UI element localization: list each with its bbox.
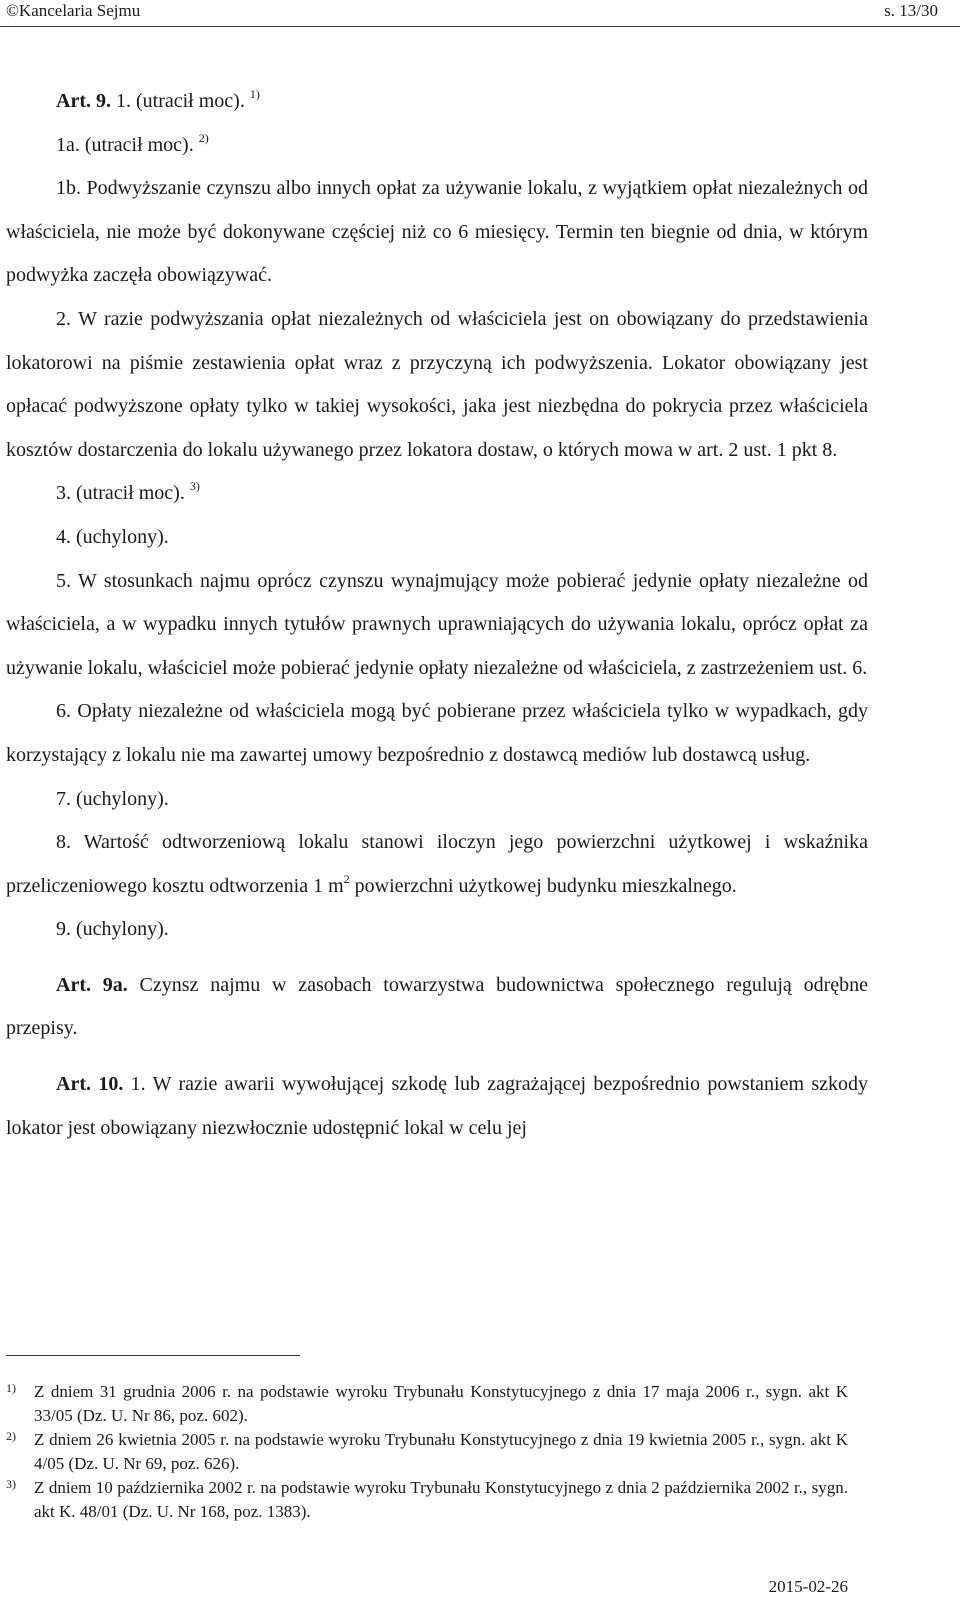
art9-para-9: 9. (uchylony).: [56, 918, 169, 941]
footnote-ref[interactable]: 1): [249, 87, 260, 101]
footnote-ref[interactable]: 2): [198, 130, 209, 145]
footnote-separator: [6, 1355, 300, 1356]
art10-para: [6, 1063, 868, 1150]
art9-para-5: 5. W stosunkach najmu oprócz czynszu wynajmujący może pobierać jedynie opłaty niezależne od właściciela, a w wypadku innych tytułów prawnych uprawniających do używania lokalu, oprócz opłat za używanie lokalu, właściciel może pobierać jedynie opłaty niezależne od właściciela, z zastrzeżeniem ust. 6.: [6, 569, 868, 679]
art9-para-8: [6, 821, 868, 908]
footnote-item: [6, 1428, 848, 1476]
paragraph-text: 1a. (utracił moc).: [56, 133, 194, 156]
art9-para-7: 7. (uchylony).: [56, 787, 169, 810]
footnote-item: [6, 1380, 848, 1428]
article-label: Art. 9.: [56, 90, 111, 112]
article-label: Art. 9a.: [56, 973, 128, 996]
footnote-text: Z dniem 10 października 2002 r. na podstawie wyroku Trybunału Konstytucyjnego z dnia 2 października 2002 r., sygn. akt K. 48/01 (Dz. U. Nr 168, poz. 1383).: [34, 1478, 848, 1521]
footnote-number: 2): [6, 1429, 16, 1443]
footnotes-section: [6, 1380, 848, 1524]
art9-para-3: [6, 472, 868, 516]
paragraph-text: 1. (utracił moc).: [115, 90, 245, 112]
paragraph-text: 8. Wartość odtworzeniową lokalu stanowi iloczyn jego powierzchni użytkowej i wskaźnika przeliczeniowego kosztu odtworzenia 1 m: [6, 831, 868, 897]
art9a-para: [6, 964, 868, 1051]
paragraph-text: powierzchni użytkowej budynku mieszkalnego.: [349, 874, 737, 897]
paragraph-text: 1. W razie awarii wywołującej szkodę lub zagrażającej bezpośrednio powstaniem szkody lokator jest obowiązany niezwłocznie udostępnić lokal w celu jej: [6, 1073, 869, 1139]
page-number-link[interactable]: s. 13/30: [884, 1, 938, 20]
footer-date: 2015-02-26: [768, 1577, 848, 1596]
copyright-link[interactable]: ©Kancelaria Sejmu: [6, 1, 141, 20]
art9-para-4: 4. (uchylony).: [56, 525, 169, 548]
page-header: [0, 0, 960, 27]
paragraph-text: 3. (utracił moc).: [56, 482, 185, 505]
art9-para-1b: 1b. Podwyższanie czynszu albo innych opłat za używanie lokalu, z wyjątkiem opłat niezależnych od właściciela, nie może być dokonywane częściej niż co 6 miesięcy. Termin ten biegnie od dnia, w którym podwyżka zaczęła obowiązywać.: [6, 177, 868, 287]
art9-para-6: 6. Opłaty niezależne od właściciela mogą być pobierane przez właściciela tylko w wypadkach, gdy korzystający z lokalu nie ma zawartej umowy bezpośrednio z dostawcą mediów lub dostawcą usług.: [6, 700, 868, 766]
paragraph-text: Czynsz najmu w zasobach towarzystwa budownictwa społecznego regulują odrębne przepisy.: [6, 973, 869, 1040]
footnote-ref[interactable]: 3): [189, 479, 200, 494]
footnote-number: 3): [6, 1477, 16, 1491]
footnote-text: Z dniem 26 kwietnia 2005 r. na podstawie wyroku Trybunału Konstytucyjnego z dnia 19 kwietnia 2005 r., sygn. akt K 4/05 (Dz. U. Nr 69, poz. 626).: [34, 1430, 848, 1473]
footnote-item: [6, 1476, 848, 1524]
art9-para-1a: [6, 124, 868, 168]
footnote-number: 1): [6, 1381, 16, 1395]
art9-para-2: 2. W razie podwyższania opłat niezależnych od właściciela jest on obowiązany do przedstawienia lokatorowi na piśmie zestawienia opłat wraz z przyczyną ich podwyższenia. Lokator obowiązany jest opłacać podwyższone opłaty tylko w takiej wysokości, jaka jest niezbędna do pokrycia przez właściciela kosztów dostarczenia do lokalu używanego przez lokatora dostaw, o których mowa w art. 2 ust. 1 pkt 8.: [6, 307, 868, 461]
footnote-text: Z dniem 31 grudnia 2006 r. na podstawie wyroku Trybunału Konstytucyjnego z dnia 17 maja 2006 r., sygn. akt K 33/05 (Dz. U. Nr 86, poz. 602).: [34, 1382, 848, 1425]
superscript-exponent: 2: [343, 871, 350, 886]
document-body: [6, 80, 868, 1150]
article-label: Art. 10.: [56, 1073, 124, 1096]
art9-para-1: [6, 80, 868, 124]
